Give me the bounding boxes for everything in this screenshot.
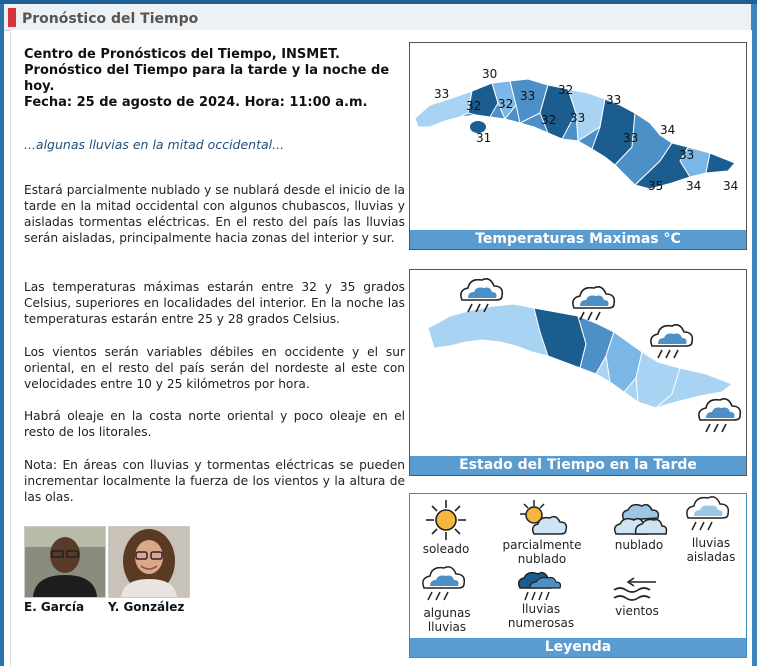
legend-label: vientos [615,604,659,618]
numerous-rain-icon [500,568,582,602]
temp-label: 33 [606,93,622,107]
temp-label: 32 [558,83,574,97]
temp-label: 35 [648,179,664,193]
intro-subject: Pronóstico del Tiempo para la tarde y la noche de hoy. [24,63,390,94]
legend-item-isolated-showers [680,496,742,564]
weather-state-map-graphic [410,270,746,456]
temp-label: 34 [723,179,739,193]
wind-icon [606,576,668,604]
paragraph-temperatures: Las temperaturas máximas estarán entre 32 y 35 grados Celsius, superiores en localidades del interior. En la noche las temperaturas estarán entre 25 y 28 grados Celsius. [24,280,405,326]
legend-label: lluvias numerosas [507,602,575,630]
some-rain-icon [416,566,478,606]
left-border [0,4,4,666]
temp-label: 33 [570,111,586,125]
forecaster-photo-1 [24,526,106,598]
forecast-summary: ...algunas lluvias en la mitad occidental... [24,137,285,152]
temp-label: 34 [660,123,676,137]
paragraph-waves: Habrá oleaje en la costa norte oriental y poco oleaje en el resto de los litorales. [24,409,405,439]
legend-caption: Leyenda [410,638,746,657]
forecaster-name-1: E. García [24,600,85,614]
header-accent [8,8,16,27]
temperature-map-graphic [410,43,746,229]
temp-label: 31 [476,131,492,145]
legend-label: parcialmente nublado [502,538,582,566]
legend-label: soleado [422,542,470,556]
partly-cloudy-icon [496,498,588,538]
isolated-showers-icon [680,496,742,536]
temperature-map [409,42,747,250]
temp-label: 33 [434,87,450,101]
weather-state-map-caption: Estado del Tiempo en la Tarde [410,456,746,475]
weather-legend [409,493,747,658]
sunny-icon [416,498,476,542]
temp-label: 33 [679,148,695,162]
intro-date: Fecha: 25 de agosto de 2024. Hora: 11:00 a.m. [24,95,368,110]
legend-item-partly-cloudy [496,498,588,566]
page-title: Pronóstico del Tiempo [22,11,199,27]
forecast-intro [24,47,394,111]
temp-label: 32 [466,99,482,113]
legend-item-some-rain [416,566,478,634]
legend-label: lluvias aisladas [686,536,736,564]
forecaster-name-2: Y. González [108,600,185,614]
temp-label: 32 [498,97,514,111]
temp-label: 32 [541,113,557,127]
legend-item-sunny [416,498,476,556]
paragraph-sky: Estará parcialmente nublado y se nublará desde el inicio de la tarde en la mitad occidental con algunos chubascos, lluvias y aisladas tormentas eléctricas. En el resto del país las lluvias serán aisladas, principalmente hacia zonas del interior y sur. [24,183,405,245]
intro-center: Centro de Pronósticos del Tiempo, INSMET. [24,47,340,62]
weather-state-map [409,269,747,476]
temp-label: 33 [623,131,639,145]
legend-label: nublado [614,538,664,552]
legend-label: algunas lluvias [423,606,471,634]
temp-label: 34 [686,179,702,193]
legend-item-numerous-rain [500,568,582,630]
temp-label: 33 [520,89,536,103]
temp-label: 30 [482,67,498,81]
legend-item-wind [606,576,668,618]
legend-item-cloudy [606,502,672,552]
forecast-panel [10,30,752,666]
cloudy-icon [606,502,672,538]
paragraph-note: Nota: En áreas con lluvias y tormentas eléctricas se pueden incrementar localmente la fuerza de los vientos y la altura de las olas. [24,458,405,504]
forecaster-photo-2 [108,526,190,598]
section-header [4,4,751,31]
paragraph-winds: Los vientos serán variables débiles en occidente y el sur oriental, en el resto del país serán del nordeste al este con velocidades entre 10 y 25 kilómetros por hora. [24,345,405,391]
temperature-map-caption: Temperaturas Maximas °C [410,230,746,249]
